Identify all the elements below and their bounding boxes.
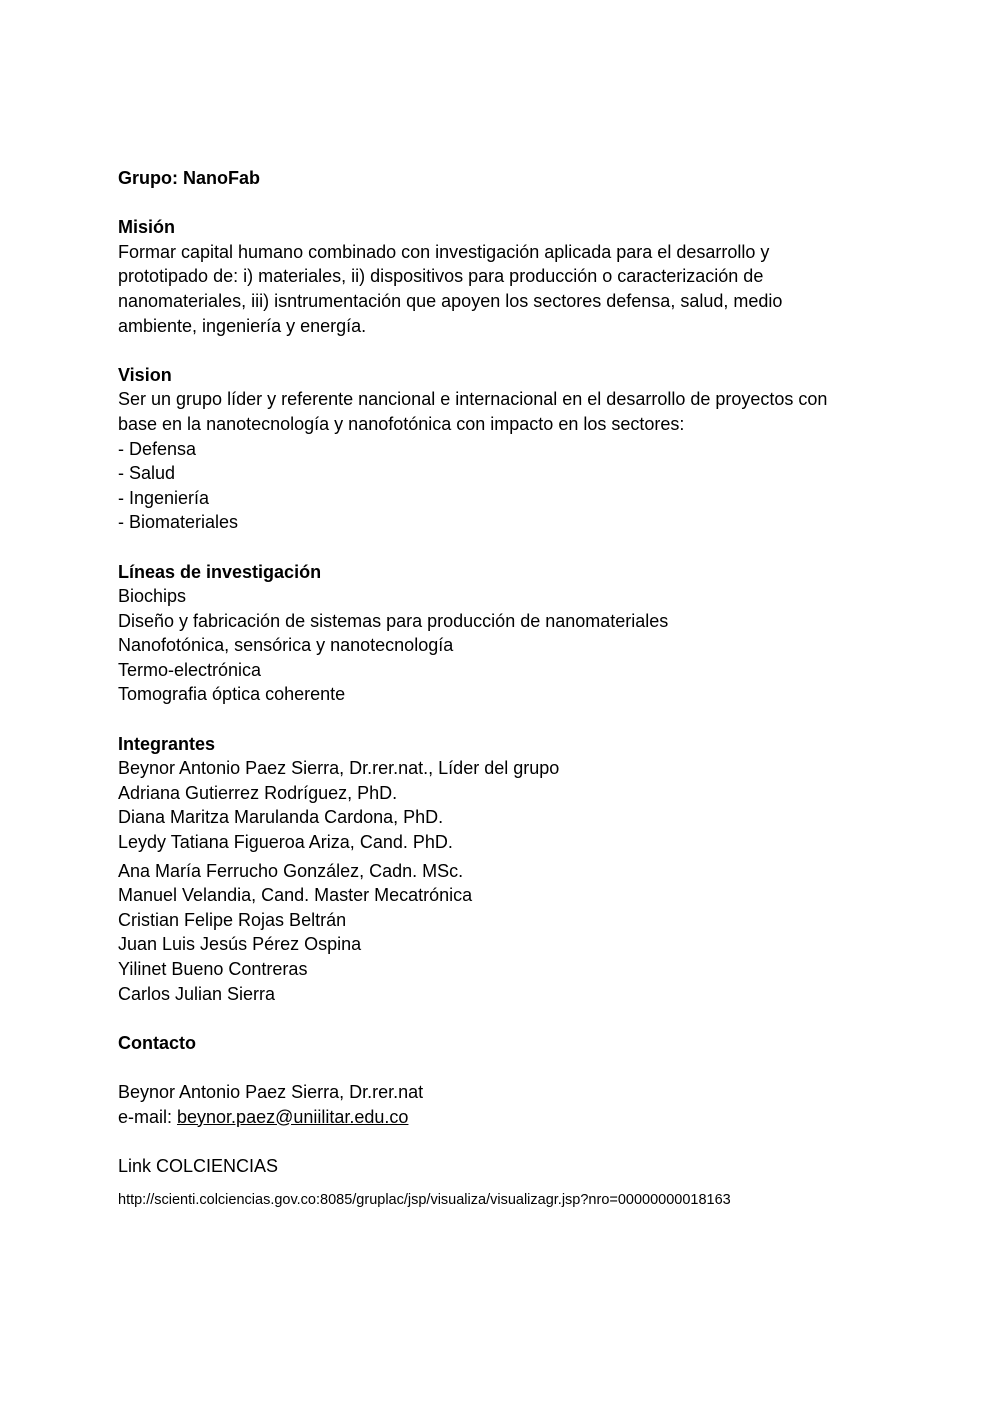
- members-heading: Integrantes: [118, 733, 216, 754]
- spacer: [118, 191, 898, 216]
- colciencias-url[interactable]: http://scienti.colciencias.gov.co:8085/gruplac/jsp/visualiza/visualizagr.jsp?nro=00000000018163: [118, 1192, 731, 1209]
- vision-sector: - Salud: [118, 463, 176, 484]
- spacer: [118, 1006, 898, 1031]
- research-item: Nanofotónica, sensórica y nanotecnología: [118, 635, 454, 656]
- group-title: Grupo: NanoFab: [118, 168, 260, 188]
- contact-email-line: [118, 1105, 898, 1130]
- mission-line: ambiente, ingeniería y energía.: [118, 315, 367, 336]
- mission-line: nanomateriales, iii) isntrumentación que apoyen los sectores defensa, salud, medio: [118, 290, 783, 311]
- research-item: Termo-electrónica: [118, 659, 262, 680]
- mission-heading: Misión: [118, 217, 175, 238]
- spacer: [118, 707, 898, 732]
- spacer: [118, 1129, 898, 1154]
- document-body: [118, 166, 898, 1210]
- research-heading: Líneas de investigación: [118, 561, 322, 582]
- mission-line: prototipado de: i) materiales, ii) dispositivos para producción o caracterización de: [118, 266, 764, 287]
- mission-line: Formar capital humano combinado con investigación aplicada para el desarrollo y: [118, 241, 770, 262]
- email-link[interactable]: beynor.paez@uniilitar.edu.co: [177, 1106, 409, 1127]
- research-item: Biochips: [118, 586, 187, 607]
- spacer: [118, 338, 898, 363]
- research-item: Diseño y fabricación de sistemas para producción de nanomateriales: [118, 610, 669, 631]
- contact-heading: Contacto: [118, 1032, 196, 1053]
- member-item: Leydy Tatiana Figueroa Ariza, Cand. PhD.: [118, 832, 453, 853]
- spacer: [118, 1055, 898, 1080]
- spacer: [118, 535, 898, 560]
- vision-sector: - Defensa: [118, 438, 197, 459]
- member-item: Beynor Antonio Paez Sierra, Dr.rer.nat., Líder del grupo: [118, 758, 560, 779]
- contact-name: Beynor Antonio Paez Sierra, Dr.rer.nat: [118, 1081, 424, 1102]
- research-item: Tomografia óptica coherente: [118, 684, 346, 705]
- member-item: Manuel Velandia, Cand. Master Mecatrónica: [118, 885, 473, 906]
- colciencias-link-label: Link COLCIENCIAS: [118, 1155, 279, 1176]
- member-item: Juan Luis Jesús Pérez Ospina: [118, 934, 362, 955]
- vision-heading: Vision: [118, 364, 172, 385]
- vision-line: base en la nanotecnología y nanofotónica con impacto en los sectores:: [118, 413, 685, 434]
- member-item: Adriana Gutierrez Rodríguez, PhD.: [118, 782, 398, 803]
- vision-line: Ser un grupo líder y referente nancional e internacional en el desarrollo de proyectos con: [118, 389, 828, 410]
- vision-sector: - Ingeniería: [118, 487, 210, 508]
- member-item: Carlos Julian Sierra: [118, 983, 276, 1004]
- member-item: Yilinet Bueno Contreras: [118, 959, 308, 979]
- member-item: Diana Maritza Marulanda Cardona, PhD.: [118, 807, 444, 828]
- email-label: e-mail:: [118, 1106, 178, 1127]
- vision-sector: - Biomateriales: [118, 512, 239, 533]
- member-item: Cristian Felipe Rojas Beltrán: [118, 909, 347, 930]
- member-item: Ana María Ferrucho González, Cadn. MSc.: [118, 860, 464, 881]
